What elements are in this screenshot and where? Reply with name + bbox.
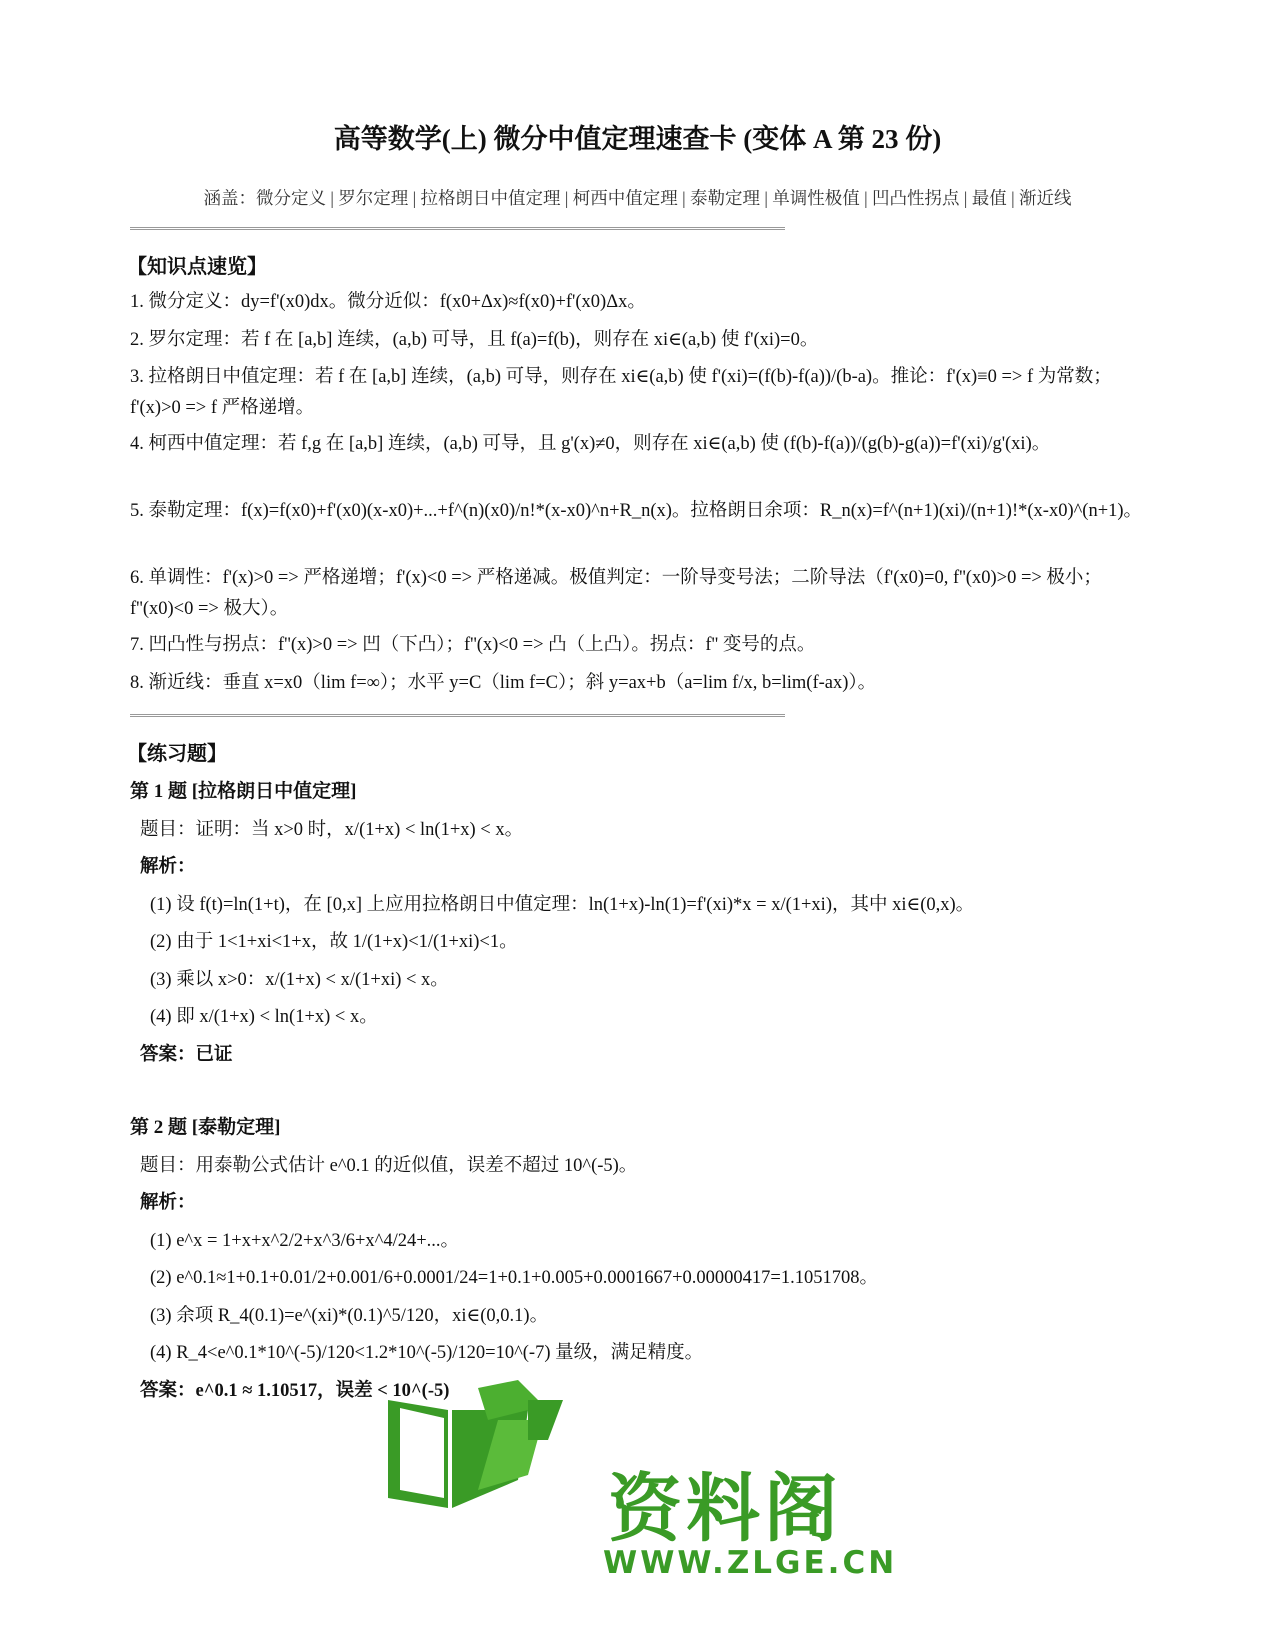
knowledge-item: 3. 拉格朗日中值定理：若 f 在 [a,b] 连续，(a,b) 可导，则存在 xi∈(a,b) 使 f'(xi)=(f(b)-f(a))/(b-a)。推论：f'(x)≡0 => f 为常数；f'(x)>0 => f 严格递增。 bbox=[130, 367, 1112, 418]
question-1-step: (2) 由于 1<1+xi<1+x，故 1/(1+x)<1/(1+xi)<1。 bbox=[150, 932, 518, 952]
watermark-name: 资料阁 bbox=[608, 1466, 842, 1552]
knowledge-item: 6. 单调性：f'(x)>0 => 严格递增；f'(x)<0 => 严格递减。极值判定：一阶导变号法；二阶导法（f'(x0)=0, f''(x0)>0 => 极小；f''(x0)<0 => 极大）。 bbox=[130, 568, 1102, 619]
knowledge-item: 7. 凹凸性与拐点：f''(x)>0 => 凹（下凸）；f''(x)<0 => 凸（上凸）。拐点：f'' 变号的点。 bbox=[130, 635, 816, 655]
question-2-prompt: 题目：用泰勒公式估计 e^0.1 的近似值，误差不超过 10^(-5)。 bbox=[140, 1156, 638, 1176]
question-2-answer: 答案：e^0.1 ≈ 1.10517，误差 < 10^(-5) bbox=[140, 1381, 450, 1401]
book-logo-icon bbox=[378, 1380, 578, 1510]
divider-top bbox=[130, 227, 785, 230]
question-2-step: (3) 余项 R_4(0.1)=e^(xi)*(0.1)^5/120，xi∈(0,0.1)。 bbox=[150, 1306, 549, 1326]
knowledge-item: 8. 渐近线：垂直 x=x0（lim f=∞）；水平 y=C（lim f=C）；斜 y=ax+b（a=lim f/x, b=lim(f-ax)）。 bbox=[130, 673, 877, 693]
knowledge-item: 5. 泰勒定理：f(x)=f(x0)+f'(x0)(x-x0)+...+f^(n)(x0)/n!*(x-x0)^n+R_n(x)。拉格朗日余项：R_n(x)=f^(n+1)(xi)/(n+1)!*(x-x0)^(n+1)。 bbox=[130, 501, 1143, 521]
question-1-step: (1) 设 f(t)=ln(1+t)，在 [0,x] 上应用拉格朗日中值定理：ln(1+x)-ln(1)=f'(xi)*x = x/(1+xi)，其中 xi∈(0,x)。 bbox=[150, 895, 975, 915]
question-1-answer: 答案：已证 bbox=[140, 1045, 233, 1065]
question-2-step: (4) R_4<e^0.1*10^(-5)/120<1.2*10^(-5)/120=10^(-7) 量级，满足精度。 bbox=[150, 1343, 704, 1363]
question-1-title: 第 1 题 [拉格朗日中值定理] bbox=[130, 781, 357, 802]
question-1-step: (3) 乘以 x>0：x/(1+x) < x/(1+xi) < x。 bbox=[150, 970, 449, 990]
question-1-step: (4) 即 x/(1+x) < ln(1+x) < x。 bbox=[150, 1007, 378, 1027]
knowledge-heading: 【知识点速览】 bbox=[127, 256, 267, 278]
question-2-analysis-label: 解析： bbox=[140, 1193, 196, 1213]
divider-middle bbox=[130, 714, 785, 717]
knowledge-item: 4. 柯西中值定理：若 f,g 在 [a,b] 连续，(a,b) 可导，且 g'(x)≠0，则存在 xi∈(a,b) 使 (f(b)-f(a))/(g(b)-g(a))=f'(xi)/g'(xi)。 bbox=[130, 434, 1051, 454]
question-1-analysis-label: 解析： bbox=[140, 857, 196, 877]
page-subtitle: 涵盖：微分定义 | 罗尔定理 | 拉格朗日中值定理 | 柯西中值定理 | 泰勒定理 | 单调性极值 | 凹凸性拐点 | 最值 | 渐近线 bbox=[203, 188, 1072, 208]
question-2-title: 第 2 题 [泰勒定理] bbox=[130, 1117, 281, 1138]
practice-heading: 【练习题】 bbox=[127, 743, 227, 765]
watermark-url: WWW.ZLGE.CN bbox=[603, 1545, 898, 1581]
question-2-step: (1) e^x = 1+x+x^2/2+x^3/6+x^4/24+...。 bbox=[150, 1231, 460, 1251]
question-1-prompt: 题目：证明：当 x>0 时，x/(1+x) < ln(1+x) < x。 bbox=[140, 820, 524, 840]
knowledge-item: 2. 罗尔定理：若 f 在 [a,b] 连续，(a,b) 可导，且 f(a)=f(b)，则存在 xi∈(a,b) 使 f'(xi)=0。 bbox=[130, 330, 819, 350]
page-title: 高等数学(上) 微分中值定理速查卡 (变体 A 第 23 份) bbox=[333, 124, 942, 154]
question-2-step: (2) e^0.1≈1+0.1+0.01/2+0.001/6+0.0001/24=1+0.1+0.005+0.0001667+0.00000417=1.1051708。 bbox=[150, 1268, 878, 1288]
knowledge-item: 1. 微分定义：dy=f'(x0)dx。微分近似：f(x0+Δx)≈f(x0)+f'(x0)Δx。 bbox=[130, 292, 646, 312]
